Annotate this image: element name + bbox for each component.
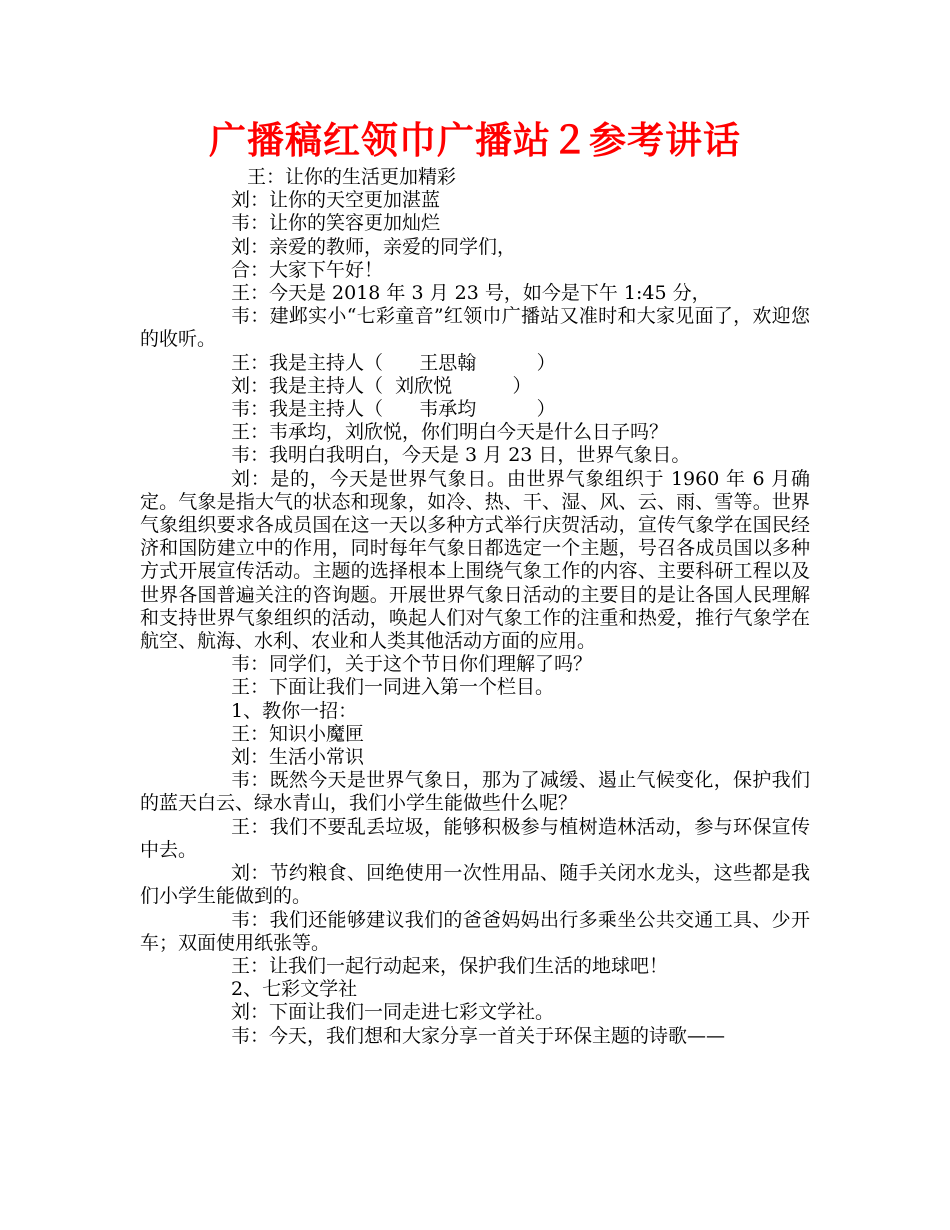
paragraph: 韦：既然今天是世界气象日，那为了减缓、遏止气候变化，保护我们的蓝天白云、绿水青山，我们小学生能做些什么呢？	[140, 769, 810, 815]
paragraph: 刘：亲爱的教师，亲爱的同学们，	[231, 235, 517, 258]
paragraph: 王：让我们一起行动起来，保护我们生活的地球吧！	[231, 954, 669, 977]
paragraph: 王：让你的生活更加精彩	[247, 166, 457, 188]
paragraph: 王：知识小魔匣	[231, 722, 365, 745]
paragraph: 韦：让你的笑容更加灿烂	[231, 212, 441, 235]
paragraph: 韦：我们还能够建议我们的爸爸妈妈出行多乘坐公共交通工具、少开车；双面使用纸张等。	[140, 908, 810, 954]
paragraph: 韦：今天，我们想和大家分享一首关于环保主题的诗歌——	[231, 1024, 726, 1047]
paragraph: 王：我是主持人（ 王思翰 ）	[231, 351, 556, 374]
paragraph: 1、教你一招：	[231, 699, 358, 722]
document-body	[140, 166, 810, 1048]
paragraph: 刘：是的，今天是世界气象日。由世界气象组织于 1960 年 6 月确定。气象是指大气的状态和现象，如冷、热、干、湿、风、云、雨、雪等。世界气象组织要求各成员国在这一天以多种方式举行庆贺活动，宣传气象学在国民经济和国防建立中的作用，同时每年气象日都选定一个主题，号召各成员国以多种方式开展宣传活动。主题的选择根本上围绕气象工作的内容、主要科研工程以及世界各国普遍关注的咨询题。开展世界气象日活动的主要目的是让各国人民理解和支持世界气象组织的活动，唤起人们对气象工作的注重和热爱，推行气象学在航空、航海、水利、农业和人类其他活动方面的应用。	[140, 467, 810, 653]
paragraph: 韦：我是主持人（ 韦承均 ）	[231, 398, 556, 421]
paragraph: 刘：我是主持人（ 刘欣悦 ）	[231, 374, 532, 397]
paragraph: 韦：同学们，关于这个节日你们理解了吗？	[231, 653, 593, 676]
paragraph: 2、七彩文学社	[231, 978, 358, 1001]
paragraph: 王：下面让我们一同进入第一个栏目。	[231, 676, 555, 699]
paragraph: 韦：我明白我明白，今天是 3 月 23 日，世界气象日。	[231, 444, 691, 467]
paragraph: 刘：生活小常识	[231, 746, 365, 769]
paragraph: 刘：节约粮食、回绝使用一次性用品、随手关闭水龙头，这些都是我们小学生能做到的。	[140, 862, 810, 908]
paragraph: 王：我们不要乱丢垃圾，能够积极参与植树造林活动，参与环保宣传中去。	[140, 815, 810, 861]
paragraph: 韦：建邺实小“七彩童音”红领巾广播站又准时和大家见面了，欢迎您的收听。	[140, 305, 810, 351]
paragraph: 刘：让你的天空更加湛蓝	[231, 189, 441, 212]
document-title: 广播稿红领巾广播站２参考讲话	[209, 119, 741, 162]
paragraph: 王：今天是 2018 年 3 月 23 号，如今是下午 1:45 分，	[231, 282, 711, 305]
paragraph: 合：大家下午好！	[231, 258, 384, 281]
paragraph: 王：韦承均，刘欣悦，你们明白今天是什么日子吗？	[231, 421, 669, 444]
paragraph: 刘：下面让我们一同走进七彩文学社。	[231, 1001, 555, 1024]
